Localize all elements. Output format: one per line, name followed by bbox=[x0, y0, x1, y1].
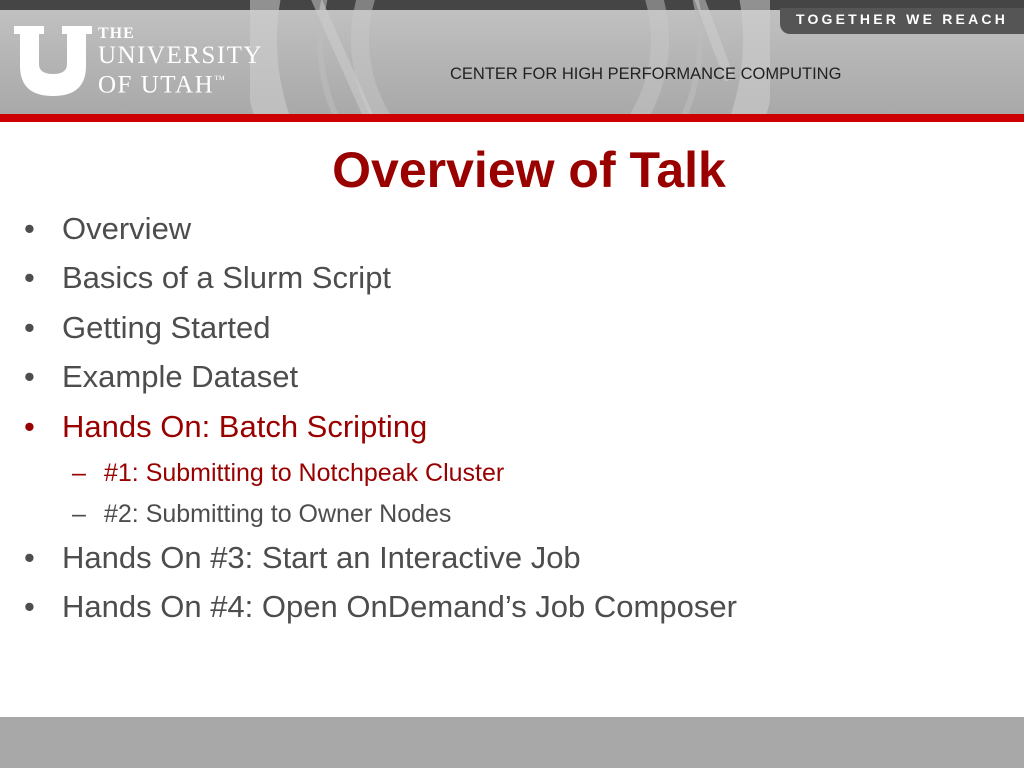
bullet-glyph: • bbox=[24, 589, 35, 625]
bullet-text: Getting Started bbox=[62, 309, 271, 345]
bullet-item bbox=[22, 206, 1002, 255]
bullet-text: Overview bbox=[62, 211, 192, 246]
bullet-glyph: • bbox=[24, 211, 35, 246]
tagline-tab bbox=[780, 8, 1024, 34]
center-name: CENTER FOR HIGH PERFORMANCE COMPUTING bbox=[450, 65, 842, 83]
bullet-glyph: • bbox=[24, 260, 35, 296]
bullet-list bbox=[22, 206, 1002, 634]
sub-bullet-glyph: – bbox=[72, 458, 86, 487]
logo-line-of-utah bbox=[98, 68, 263, 97]
bullet-item bbox=[22, 305, 1002, 354]
block-u-logo-icon bbox=[14, 26, 92, 96]
tagline-text: TOGETHER WE REACH bbox=[795, 11, 1009, 27]
bullet-glyph: • bbox=[24, 408, 35, 444]
bullet-item-highlighted bbox=[22, 404, 1002, 453]
bullet-text: Hands On: Batch Scripting bbox=[62, 408, 428, 444]
bullet-text: Basics of a Slurm Script bbox=[62, 260, 392, 296]
logo-line-the: THE bbox=[98, 25, 135, 42]
bullet-item bbox=[22, 354, 1002, 403]
university-seal-watermark bbox=[250, 0, 770, 114]
slide-header bbox=[0, 0, 1024, 114]
slide-footer-bar bbox=[0, 717, 1024, 768]
bullet-text: Hands On #3: Start an Interactive Job bbox=[62, 539, 581, 575]
bullet-glyph: • bbox=[24, 309, 35, 345]
bullet-item bbox=[22, 535, 1002, 584]
sub-bullet-item-highlighted bbox=[22, 453, 1002, 494]
university-logo bbox=[14, 26, 284, 100]
logo-wordmark bbox=[98, 24, 263, 97]
bullet-text: Example Dataset bbox=[62, 359, 299, 395]
logo-of-utah-text: OF UTAH bbox=[98, 71, 215, 99]
sub-bullet-text: #2: Submitting to Owner Nodes bbox=[104, 499, 452, 528]
bullet-text: Hands On #4: Open OnDemand’s Job Composer bbox=[62, 589, 737, 625]
header-red-band bbox=[0, 114, 1024, 122]
bullet-item bbox=[22, 255, 1002, 304]
sub-bullet-text: #1: Submitting to Notchpeak Cluster bbox=[104, 458, 505, 487]
sub-bullet-item bbox=[22, 494, 1002, 535]
bullet-item bbox=[22, 584, 1002, 633]
bullet-glyph: • bbox=[24, 539, 35, 575]
sub-bullet-glyph: – bbox=[72, 499, 86, 528]
bullet-glyph: • bbox=[24, 359, 35, 395]
logo-line-university: UNIVERSITY bbox=[98, 42, 263, 69]
trademark-symbol: ™ bbox=[214, 74, 227, 86]
slide-title: Overview of Talk bbox=[332, 142, 726, 198]
